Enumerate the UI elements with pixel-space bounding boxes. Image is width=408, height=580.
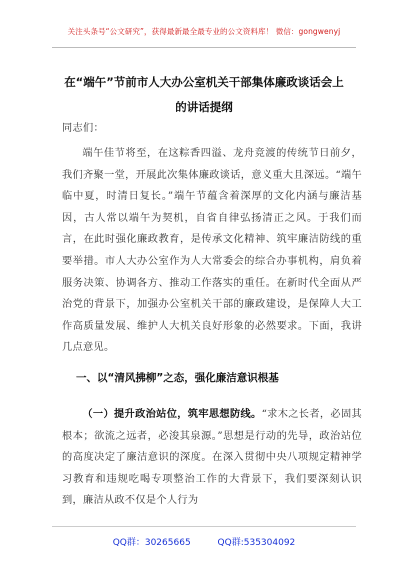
qq-group-2: QQ群:535304092 (217, 538, 296, 548)
salutation: 同志们： (62, 123, 104, 134)
footer-divider (52, 526, 356, 527)
subsection-lead: （一）提升政治站位，筑牢思想防线。 (82, 409, 262, 420)
title-line-1: 在“端午”节前市人大办公室机关干部集体廉政谈话会上 (64, 75, 344, 89)
section-heading-1: 一、以“清风拂柳”之态，强化廉洁意识根基 (76, 372, 279, 384)
qq-group-1: QQ群：30265665 (112, 538, 191, 548)
paragraph-subsection-1 (62, 404, 362, 512)
header-divider (52, 47, 356, 48)
title-line-2: 的讲话提纲 (175, 100, 233, 114)
paragraph-intro: 端午佳节将至，在这粽香四溢、龙舟竞渡的传统节日前夕，我们齐聚一堂，开展此次集体廉政谈话，意义重大且深远。“端午临中夏，时清日复长。”端午节蕴含着深厚的文化内涵与廉洁基因，古人常以端午为契机，自省自律弘扬清正之风。于我们而言，在此时强化廉政教育，是传承文化精神、筑牢廉洁防线的重要举措。市人大办公室作为人大常委会的综合办事机构，肩负着服务决策、协调各方、推动工作落实的重任。在新时代全面从严治党的背景下，加强办公室机关干部的廉政建设，是保障人大工作高质量发展、维护人大机关良好形象的必然要求。下面，我讲几点意见。 (62, 148, 362, 354)
promo-banner: 关注头条号“公文研究”，获得最新最全最专业的公文资料库！ 微信：gongwenyj (67, 27, 341, 36)
subsection-body: “求木之长者，必固其根本；欲流之远者，必浚其泉源。”思想是行动的先导，政治站位的高度决定了廉洁意识的深度。在深入贯彻中央八项规定精神学习教育和违规吃喝专项整治工作的大背景下，我们要深刻认识到，廉洁从政不仅是个人行为 (62, 409, 362, 507)
document-title (52, 70, 356, 120)
footer (0, 535, 408, 548)
